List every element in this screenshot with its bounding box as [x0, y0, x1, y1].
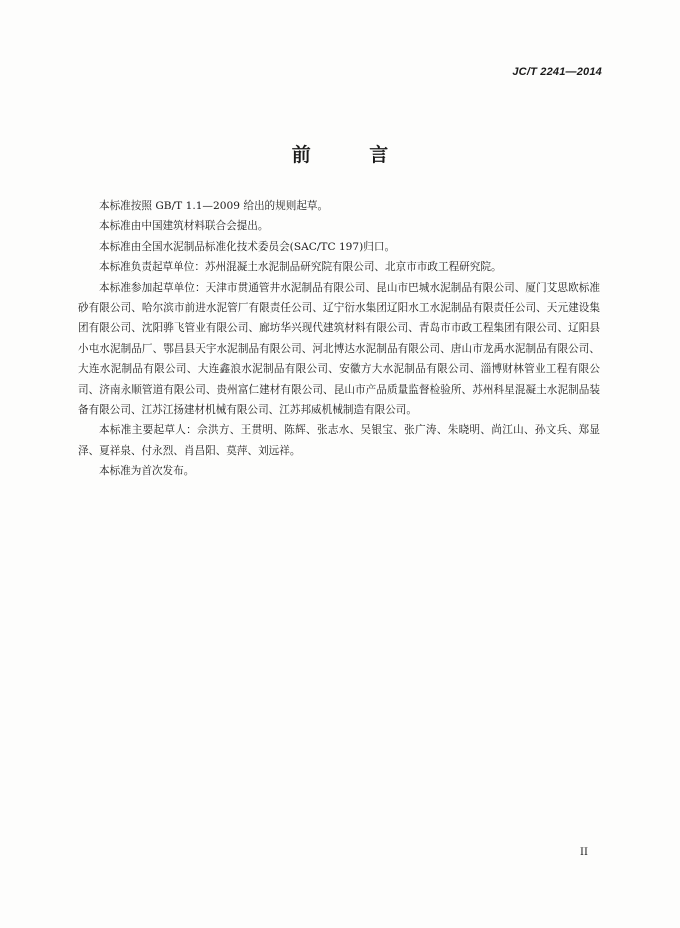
paragraph-proposer: 本标准由中国建筑材料联合会提出。	[99, 220, 269, 233]
paragraph-lead-drafters: 本标准负责起草单位：苏州混凝土水泥制品研究院有限公司、北京市市政工程研究院。	[99, 261, 502, 274]
foreword-body	[78, 196, 600, 482]
standard-code: JC/T 2241—2014	[512, 66, 602, 78]
paragraph-administration: 本标准由全国水泥制品标准化技术委员会(SAC/TC 197)归口。	[99, 240, 396, 253]
page-number: II	[580, 847, 588, 858]
paragraph-main-authors: 本标准主要起草人：佘洪方、王贯明、陈辉、张志水、吴银宝、张广涛、朱晓明、尚江山、孙文兵、郑显泽、夏祥泉、付永烈、肖昌阳、莫萍、刘远祥。	[78, 424, 600, 457]
paragraph-drafting-rules: 本标准按照 GB/T 1.1—2009 给出的规则起草。	[99, 200, 329, 212]
paragraph-first-release: 本标准为首次发布。	[99, 465, 195, 478]
paragraph-participating-drafters: 本标准参加起草单位：天津市贯通管井水泥制品有限公司、昆山市巴城水泥制品有限公司、厦门艾思欧标准砂有限公司、哈尔滨市前进水泥管厂有限责任公司、辽宁衍水集团辽阳水工水泥制品有限责任公司、天元建设集团有限公司、沈阳骅飞管业有限公司、廊坊华兴现代建筑材料有限公司、青岛市市政工程集团有限公司、辽阳县小屯水泥制品厂、鄂昌县天宇水泥制品有限公司、河北博达水泥制品有限公司、唐山市龙禹水泥制品有限公司、大连水泥制品有限公司、大连鑫浪水泥制品有限公司、安徽方大水泥制品有限公司、淄博财林管业工程有限公司、济南永顺管道有限公司、贵州富仁建材有限公司、昆山市产品质量监督检验所、苏州科星混凝土水泥制品装备有限公司、江苏江扬建材机械有限公司、江苏邦威机械制造有限公司。	[78, 281, 600, 417]
foreword-heading: 前 言	[291, 144, 415, 166]
